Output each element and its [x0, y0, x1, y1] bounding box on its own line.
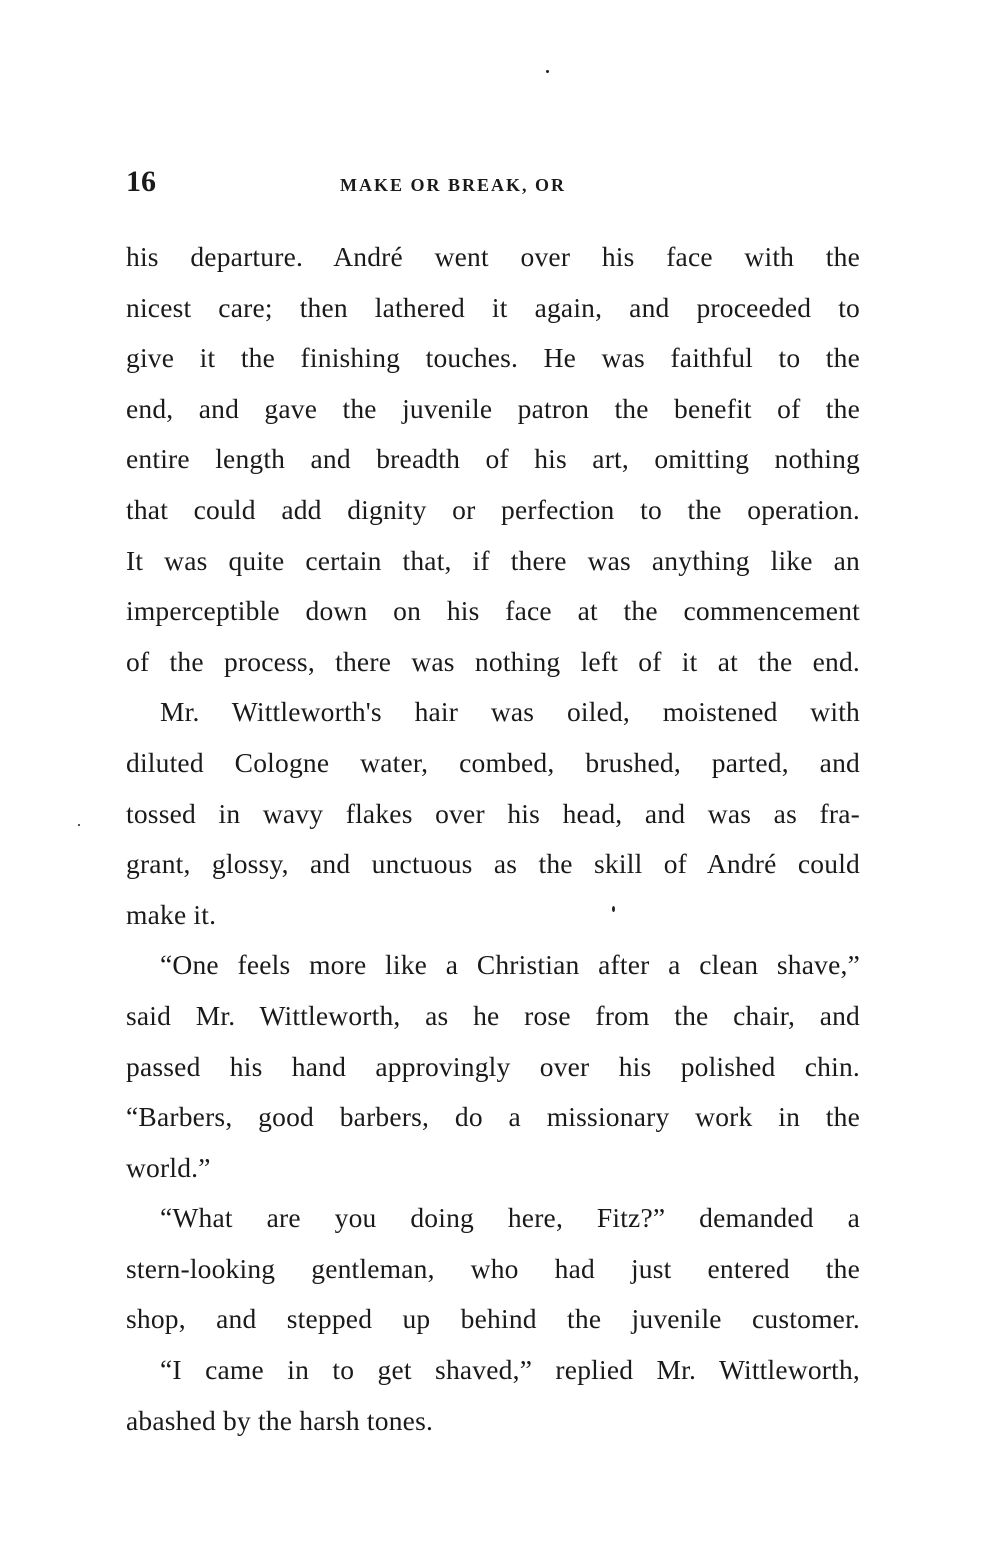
text-line: passed his hand approvingly over his polished chin.	[126, 1050, 860, 1082]
page-number: 16	[126, 165, 156, 198]
running-head	[126, 160, 860, 204]
text-line: end, and gave the juvenile patron the benefit of the	[126, 392, 860, 424]
text-line: said Mr. Wittleworth, as he rose from the chair, and	[126, 999, 860, 1031]
paragraph	[126, 687, 860, 940]
text-line: Mr. Wittleworth's hair was oiled, moistened with	[160, 696, 860, 728]
text-line: his departure. André went over his face with the	[126, 241, 860, 272]
text-line: make it.	[126, 898, 217, 930]
text-line: world.”	[126, 1151, 211, 1183]
text-line: “I came in to get shaved,” replied Mr. Wittleworth,	[160, 1354, 860, 1386]
text-line: shop, and stepped up behind the juvenile customer.	[126, 1303, 860, 1335]
body-text	[126, 232, 860, 1446]
paragraph	[126, 1345, 860, 1446]
text-line: imperceptible down on his face at the commencement	[126, 595, 860, 627]
text-line: grant, glossy, and unctuous as the skill of André could	[126, 848, 860, 880]
text-line: tossed in wavy flakes over his head, and was as fra-	[126, 797, 860, 829]
paragraph	[126, 232, 860, 687]
paragraph	[126, 1193, 860, 1345]
running-title: MAKE OR BREAK, OR	[340, 175, 567, 195]
text-line: “Barbers, good barbers, do a missionary work in the	[126, 1101, 860, 1133]
text-line: It was quite certain that, if there was anything like an	[126, 544, 860, 576]
text-line: entire length and breadth of his art, omitting nothing	[126, 443, 860, 475]
ink-speck	[78, 824, 80, 826]
text-line: “One feels more like a Christian after a clean shave,”	[160, 949, 860, 981]
text-line: of the process, there was nothing left of it at the end.	[126, 645, 860, 677]
text-line: “What are you doing here, Fitz?” demanded a	[160, 1202, 860, 1234]
text-line: that could add dignity or perfection to the operation.	[126, 493, 860, 525]
text-line: diluted Cologne water, combed, brushed, parted, and	[126, 746, 860, 778]
text-line: nicest care; then lathered it again, and proceeded to	[126, 291, 860, 323]
paragraph	[126, 940, 860, 1193]
ink-speck	[546, 70, 549, 73]
text-line: abashed by the harsh tones.	[126, 1404, 434, 1436]
text-line: give it the finishing touches. He was faithful to the	[126, 342, 860, 374]
text-line: stern-looking gentleman, who had just entered the	[126, 1252, 860, 1284]
